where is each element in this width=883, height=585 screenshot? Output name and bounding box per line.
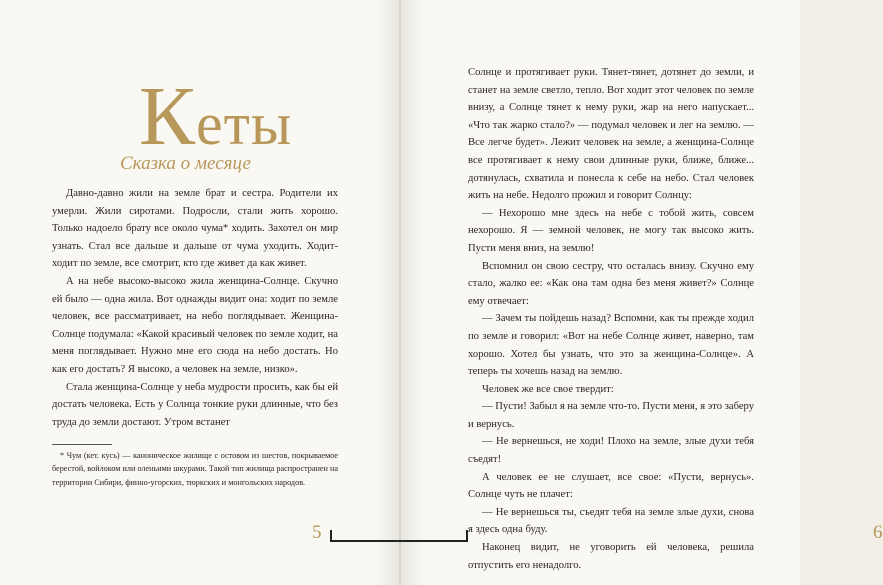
paragraph: А человек ее не слушает, все свое: «Пусти, вернусь». Солнце чуть не плачет: (468, 471, 754, 501)
chapter-title (139, 70, 293, 163)
page-number-left: 5 (312, 522, 322, 543)
title-initial: К (139, 70, 197, 163)
paragraph: — Зачем ты пойдешь назад? Вспомни, как ты прежде ходил по земле и говорил: «Вот на небе Солнце живет, наверно, там хорошо. Хотел бы узнать, что это за женщина-Солнце». А теперь ты хочешь назад на землю. (468, 313, 754, 378)
paragraph: Человек же все свое твердит: (482, 383, 614, 395)
title-rest: еты (196, 91, 293, 157)
gutter-shadow-right (401, 0, 425, 585)
paragraph: — Не вернешься ты, съедят тебя на земле злые духи, снова я здесь одна буду. (468, 506, 754, 536)
paragraph: А на небе высоко-высоко жила женщина-Солнце. Скучно ей было — одна жила. Вот однажды видит она: ходит по земле человек, все рассматривает, на небо поглядывает. Женщина-Солнце подумала: «Какой красивый человек по земле ходит, на меня поглядывает. Нужно мне его сюда на небо достать. Но как его достать? Я высоко, а человек на земле, низко». (52, 275, 338, 375)
footnote (52, 449, 338, 489)
paragraph: Вспомнил он свою сестру, что осталась внизу. Скучно ему стало, жалко ее: «Как она там одна без меня живет?» Солнце ему отвечает: (468, 260, 754, 307)
right-body-text (468, 64, 754, 574)
paragraph: — Нехорошо мне здесь на небе с тобой жить, совсем нехорошо. Я — земной человек, не могу так высоко жить. Пусти меня вниз, на землю! (468, 207, 754, 254)
page-number-bracket (330, 528, 468, 544)
footnote-rule (52, 444, 112, 445)
gutter-shadow-left (375, 0, 399, 585)
page-number-right: 6 (873, 522, 883, 543)
paragraph: Стала женщина-Солнце у неба мудрости просить, как бы ей достать человека. Есть у Солнца тонкие руки длинные, что без труда до земли достают. Утром встанет (52, 381, 338, 428)
paragraph: — Пусти! Забыл я на земле что-то. Пусти меня, я это заберу и вернусь. (468, 401, 754, 430)
footnote-text: * Чум (кет. кусь) — каноническое жилище с остовом из шестов, покрываемое берестой, войлоком или оленьими шкурами. Такой тип жилища распространен на территории Сибири, финно-угорских, тюркских и монгольских народов. (52, 451, 338, 487)
paragraph: Солнце и протягивает руки. Тянет-тянет, дотянет до земли, и станет на земле светло, тепло. Вот ходит этот человек по земле внизу, а Солнце тянет к нему руки, жар на него напускает... «Что так жарко стало?» — подумал человек и лег на землю. — Все легче будет». Лежит человек на земле, а женщина-Солнце все протягивает к нему свои длинные руки, ближе, ближе... дотянулась, схватила и понесла к себе на небо. Стал человек жить на небе. Недолго прожил и говорит Солнцу: (468, 67, 754, 202)
paragraph: Давно-давно жили на земле брат и сестра. Родители их умерли. Жили сиротами. Подросли, стали жить хорошо. Только надоело брату все около чума* ходить. Захотел он мир узнать. Стал все дальше и дальше от чума уходить. Ходит-ходит по земле, все смотрит, кто где живет да как живет. (52, 188, 338, 270)
left-body-text (52, 185, 338, 431)
paragraph: Наконец видит, не уговорить ей человека, решила отпустить его ненадолго. (468, 542, 754, 571)
paragraph: — Не вернешься, не ходи! Плохо на земле, злые духи тебя съедят! (468, 436, 754, 466)
left-page (0, 0, 399, 585)
chapter-subtitle: Сказка о месяце (120, 153, 251, 174)
